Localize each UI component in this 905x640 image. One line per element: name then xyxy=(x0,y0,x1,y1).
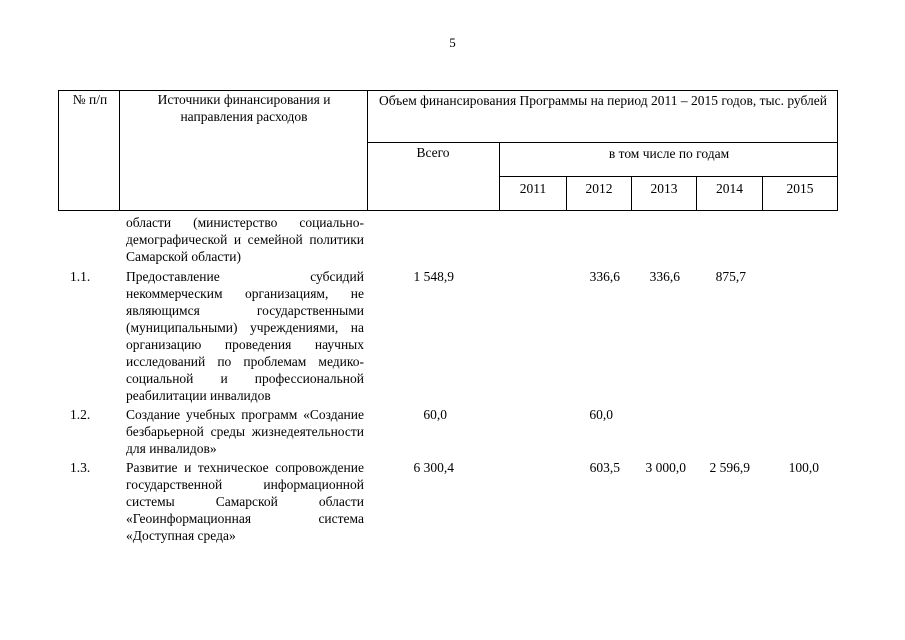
header-year-2012: 2012 xyxy=(585,181,613,196)
header-year-2015: 2015 xyxy=(786,181,814,196)
row-2012: 336,6 xyxy=(589,269,620,284)
page-number: 5 xyxy=(449,35,456,50)
row-number: 1.3. xyxy=(70,460,91,475)
row-total: 1 548,9 xyxy=(413,269,454,284)
header-num: № п/п xyxy=(72,92,108,107)
row-2012: 60,0 xyxy=(589,407,613,422)
row-2014: 2 596,9 xyxy=(709,460,750,475)
row-number: 1.1. xyxy=(70,269,91,284)
row-2013: 3 000,0 xyxy=(645,460,686,475)
row-total: 6 300,4 xyxy=(413,460,454,475)
row-2014: 875,7 xyxy=(715,269,746,284)
header-total: Всего xyxy=(416,145,450,160)
row-total: 60,0 xyxy=(423,407,447,422)
row-number: 1.2. xyxy=(70,407,91,422)
row-description: Предоставление субсидий некоммерческим организациям, не являющимся государственными (муниципальными) учреждениями, на организацию проведения научных исследований по проблемам медико-социальной и профессиональной реабилитации инвалидов xyxy=(126,269,364,403)
row-description: Развитие и техническое сопровождение государственной информационной системы Самарской области «Геоинформационная система «Доступная среда» xyxy=(126,460,364,543)
header-volume: Объем финансирования Программы на период 2011 – 2015 годов, тыс. рублей xyxy=(379,93,827,108)
header-source: Источники финансирования и направления расходов xyxy=(157,92,331,124)
continuation-text: области (министерство социально-демографической и семейной политики Самарской области) xyxy=(126,215,364,264)
header-year-2014: 2014 xyxy=(716,181,743,196)
header-by-years: в том числе по годам xyxy=(608,146,730,161)
row-2012: 603,5 xyxy=(589,460,620,475)
header-year-2013: 2013 xyxy=(650,181,678,196)
row-2015: 100,0 xyxy=(788,460,819,475)
table-header xyxy=(58,90,838,211)
row-description: Создание учебных программ «Создание безбарьерной среды жизнедеятельности для инвалидов» xyxy=(126,407,364,456)
header-year-2011: 2011 xyxy=(519,181,547,196)
row-2013: 336,6 xyxy=(649,269,680,284)
